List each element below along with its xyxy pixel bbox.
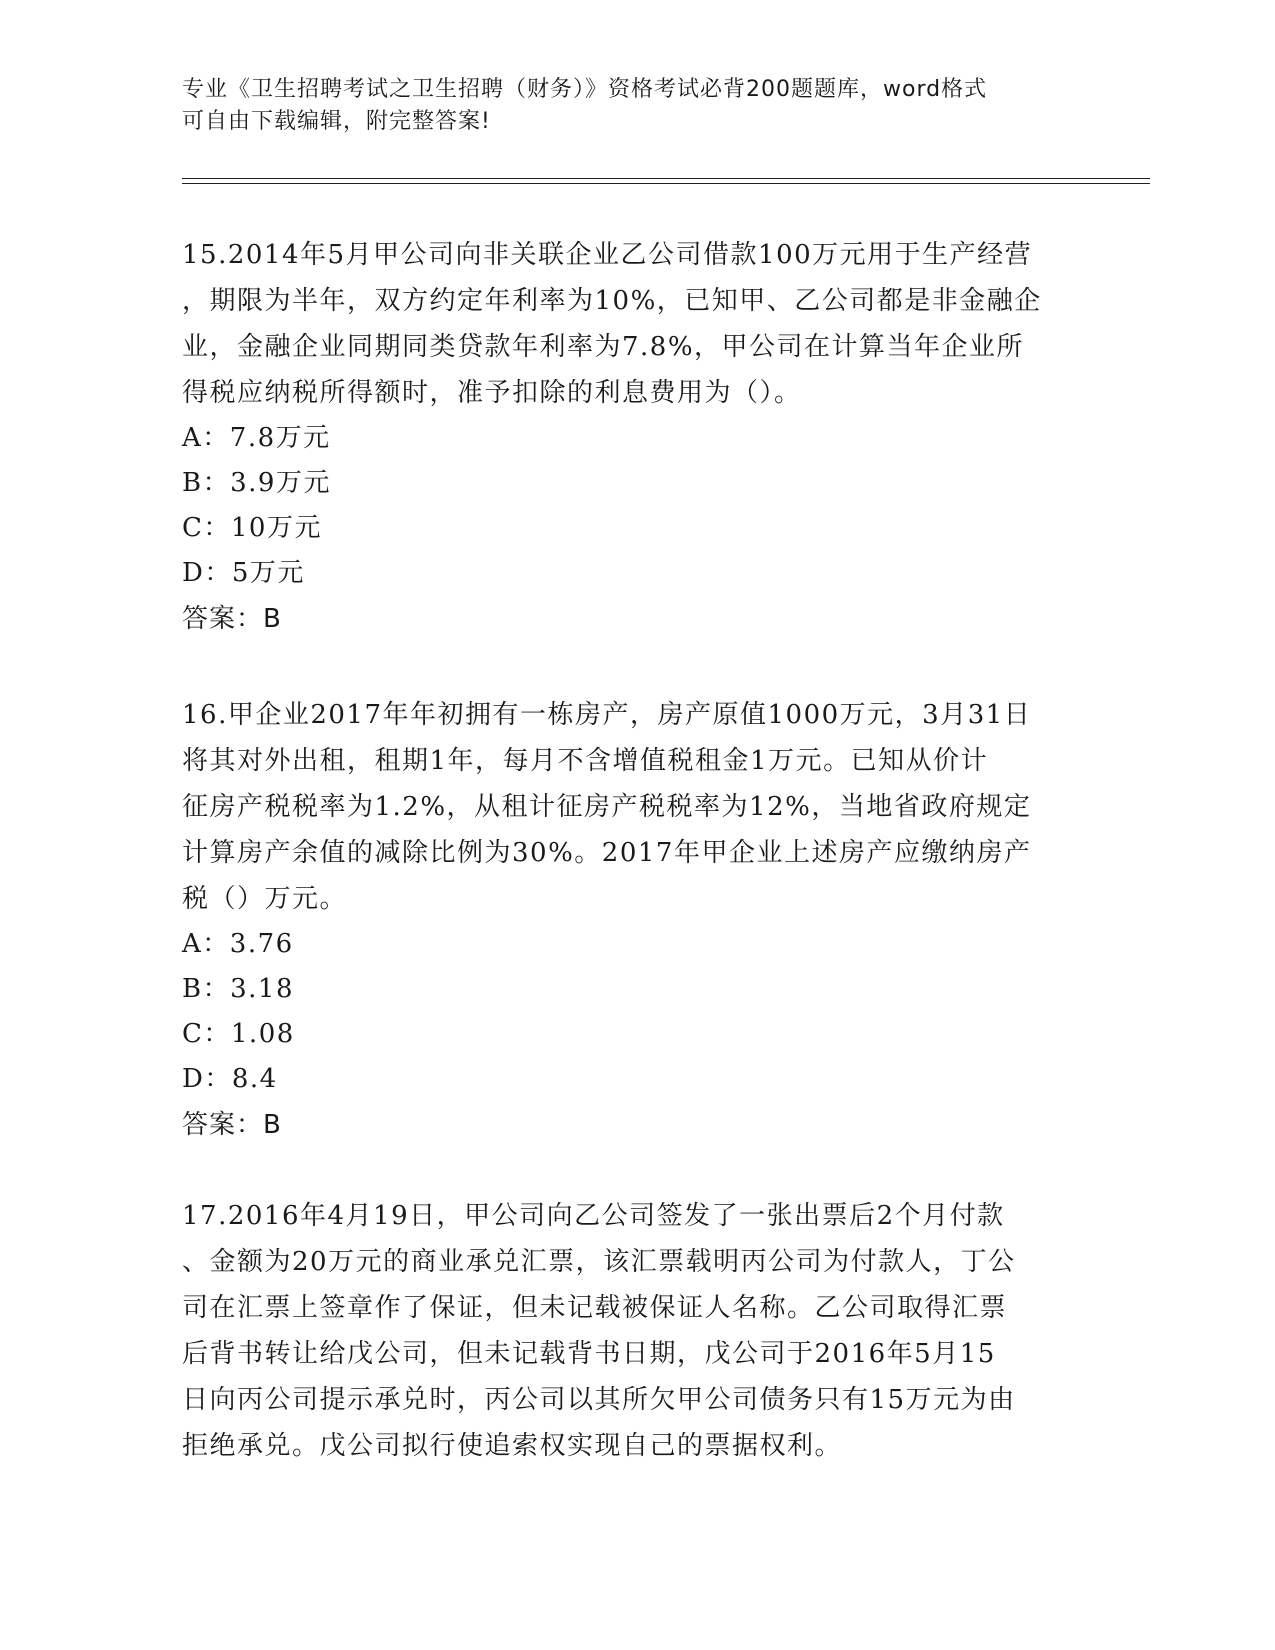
answer-key: 答案：B bbox=[182, 604, 282, 634]
question-text-line: 16.甲企业2017年年初拥有一栋房产，房产原值1000万元，3月31日 bbox=[182, 700, 1032, 730]
document-header bbox=[182, 74, 1062, 138]
option-d: D：5万元 bbox=[182, 558, 305, 588]
question-text-line: 17.2016年4月19日，甲公司向乙公司签发了一张出票后2个月付款 bbox=[182, 1201, 1005, 1231]
question-text-line: 15.2014年5月甲公司向非关联企业乙公司借款100万元用于生产经营 bbox=[182, 240, 1033, 270]
option-b: B：3.18 bbox=[182, 974, 294, 1004]
question-text-line: 税（）万元。 bbox=[182, 884, 348, 914]
question-text-line: 计算房产余值的减除比例为30%。2017年甲企业上述房产应缴纳房产 bbox=[182, 838, 1032, 868]
option-a: A：7.8万元 bbox=[182, 423, 331, 453]
question-17 bbox=[182, 1193, 1082, 1469]
option-a: A：3.76 bbox=[182, 929, 294, 959]
question-text-line: 日向丙公司提示承兑时，丙公司以其所欠甲公司债务只有15万元为由 bbox=[182, 1385, 1016, 1415]
question-text-line: 将其对外出租，租期1年，每月不含增值税租金1万元。已知从价计 bbox=[182, 746, 989, 776]
option-d: D：8.4 bbox=[182, 1064, 278, 1094]
option-c: C：10万元 bbox=[182, 513, 322, 543]
header-divider-top bbox=[182, 178, 1150, 179]
header-title-line-1: 专业《卫生招聘考试之卫生招聘（财务）》资格考试必背200题题库，word格式 bbox=[182, 77, 988, 102]
question-text-line: 后背书转让给戊公司，但未记载背书日期，戊公司于2016年5月15 bbox=[182, 1339, 996, 1369]
answer-key: 答案：B bbox=[182, 1110, 282, 1140]
question-text-line: 司在汇票上签章作了保证，但未记载被保证人名称。乙公司取得汇票 bbox=[182, 1293, 1008, 1323]
question-text-line: 征房产税税率为1.2%，从租计征房产税税率为12%，当地省政府规定 bbox=[182, 792, 1032, 822]
question-text-line: ，期限为半年，双方约定年利率为10%，已知甲、乙公司都是非金融企 bbox=[182, 286, 1042, 316]
option-b: B：3.9万元 bbox=[182, 468, 331, 498]
question-text-line: 、金额为20万元的商业承兑汇票，该汇票载明丙公司为付款人，丁公 bbox=[182, 1247, 1016, 1277]
question-15 bbox=[182, 232, 1082, 642]
question-16 bbox=[182, 692, 1082, 1148]
header-title-line-2: 可自由下载编辑，附完整答案! bbox=[182, 109, 491, 134]
question-text-line: 得税应纳税所得额时，准予扣除的利息费用为（）。 bbox=[182, 378, 802, 408]
question-text-line: 业，金融企业同期同类贷款年利率为7.8%，甲公司在计算当年企业所 bbox=[182, 332, 1025, 362]
header-divider-bottom bbox=[182, 183, 1150, 184]
question-text-line: 拒绝承兑。戊公司拟行使追索权实现自己的票据权利。 bbox=[182, 1431, 843, 1461]
option-c: C：1.08 bbox=[182, 1019, 295, 1049]
